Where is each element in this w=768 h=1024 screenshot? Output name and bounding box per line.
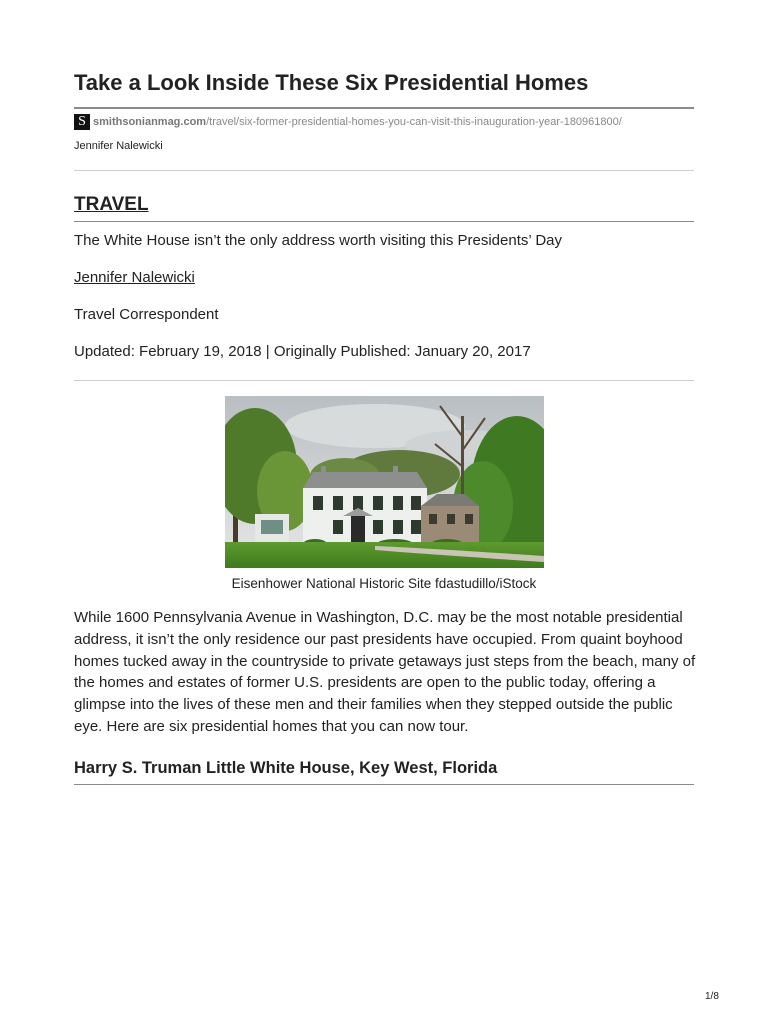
author-role: Travel Correspondent [74,306,219,323]
source-url[interactable] [74,113,622,131]
subhead-divider [74,784,694,785]
article-dek: The White House isn’t the only address worth visiting this Presidents’ Day [74,232,562,249]
article-title: Take a Look Inside These Six Presidential Homes [74,70,589,95]
smithsonian-s-icon: S [74,114,90,130]
section-divider [74,221,694,222]
publish-dates: Updated: February 19, 2018 | Originally Published: January 20, 2017 [74,343,531,360]
image-caption: Eisenhower National Historic Site fdastudillo/iStock [231,576,537,591]
section-heading: Harry S. Truman Little White House, Key West, Florida [74,759,498,777]
header-divider [74,170,694,171]
article-body: While 1600 Pennsylvania Avenue in Washington, D.C. may be the most notable presidential address, it isn’t the only residence our past presidents have occupied. From quaint boyhood homes tucked away in the countryside to private getaways just steps from the beach, many of the homes and estates of former U.S. presidents are open to the public today, offering a glimpse into the lives of these men and their families when they stepped outside the public eye. Here are six presidential homes that you can now tour. [74,609,696,735]
byline: Jennifer Nalewicki [74,140,163,152]
source-path: /travel/six-former-presidential-homes-you-can-visit-this-inauguration-year-180961800/ [206,116,622,128]
source-domain: smithsonianmag.com [93,116,207,128]
page-number: 1/8 [705,991,719,1002]
title-divider [74,107,694,109]
section-link[interactable]: TRAVEL [74,194,149,215]
eisenhower-house-photo [225,396,544,568]
author-link[interactable]: Jennifer Nalewicki [74,269,195,286]
meta-divider [74,380,694,381]
